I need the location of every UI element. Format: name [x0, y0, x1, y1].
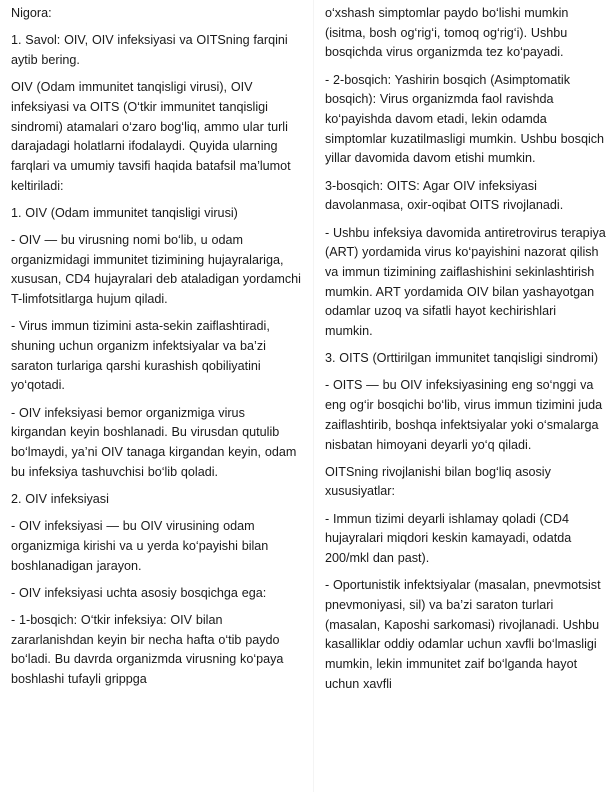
intro-paragraph: OIV (Odam immunitet tanqisligi virusi), OIV infeksiyasi va OITS (O‘tkir immunitet tanqisligi sindromi) atamalari o‘zaro bog‘liq, ammo ular turli darajadagi holatlarni ifodalaydi. Quyida ularning farqlari va umumiy tavsifi haqida batafsil ma’lumot keltiriladi:	[11, 80, 291, 193]
left-column	[11, 4, 303, 697]
oits-definition-paragraph: - OITS — bu OIV infeksiyasining eng so‘nggi va eng og‘ir bosqichi bo‘lib, virus immun tizimini juda zaiflashtirib, boshqa infektsiyalar yoki o‘smalarga nisbatan himoyani deyarli yo‘q qiladi.	[325, 378, 603, 452]
oiv-infection-start-paragraph: - OIV infeksiyasi bemor organizmiga virus kirgandan keyin boshlanadi. Bu virusdan qutulib bo‘lmaydi, ya’ni OIV tanaga kirgandan keyin, odam bu infeksiya tashuvchisi bo‘lib qoladi.	[11, 405, 297, 479]
right-column	[325, 4, 607, 702]
infection-definition-paragraph: - OIV infeksiyasi — bu OIV virusining odam organizmiga kirishi va u yerda ko‘payishi bilan boshlanadigan jarayon.	[11, 519, 269, 573]
section-heading-oits: 3. OITS (Orttirilgan immunitet tanqisligi sindromi)	[325, 351, 599, 366]
stage-one-paragraph: - 1-bosqich: O‘tkir infeksiya: OIV bilan zararlanishdan keyin bir necha hafta o‘tib paydo bo‘ladi. Bu davrda organizmda virusning ko‘paya boshlashi tufayli grippga	[11, 612, 284, 687]
oiv-definition-paragraph: - OIV — bu virusning nomi bo‘lib, u odam organizmidagi immunitet tizimining hujayralariga, xususan, CD4 hujayralari deb ataladigan yordamchi T-limfotsitlarga hujum qiladi.	[11, 233, 301, 307]
infection-stages-paragraph: - OIV infeksiyasi uchta asosiy bosqichga ega:	[11, 585, 267, 600]
immune-failure-paragraph: - Immun tizimi deyarli ishlamay qoladi (CD4 hujayralari miqdori keskin kamayadi, odatda 200/mkl dan past).	[325, 511, 572, 566]
oiv-immune-paragraph: - Virus immun tizimini asta-sekin zaiflashtiradi, shuning uchun organizm infektsiyalar va ba’zi saraton turlariga qarshi kurashish qobiliyatini yo‘qotadi.	[11, 319, 270, 393]
stage-three-paragraph: 3-bosqich: OITS: Agar OIV infeksiyasi davolanmasa, oxir-oqibat OITS rivojlanadi.	[325, 178, 564, 213]
author-label: Nigora:	[11, 6, 52, 20]
stage-two-paragraph: - 2-bosqich: Yashirin bosqich (Asimptomatik bosqich): Virus organizmda faol ravishda ko‘payishda davom etadi, lekin odamda simptomlar kuzatilmasligi mumkin. Ushbu bosqich yillar davomida davom etishi mumkin.	[325, 72, 605, 166]
question-heading: 1. Savol: OIV, OIV infeksiyasi va OITSning farqini aytib bering.	[11, 33, 288, 67]
art-therapy-paragraph: - Ushbu infeksiya davomida antiretrovirus terapiya (ART) yordamida virus ko‘payishini nazorat qilish va immun tizimining zaiflashishini sekinlashtirish mumkin. ART yordamida OIV bilan yashayotgan odamlar uzoq va sifatli hayot kechirishlari mumkin.	[325, 225, 606, 339]
column-separator	[313, 0, 314, 792]
opportunistic-infections-paragraph: - Oportunistik infektsiyalar (masalan, pnevmotsist pnevmoniyasi, sil) va ba’zi saraton turlari (masalan, Kaposhi sarkomasi) rivojlanadi. Ushbu kasalliklar oddiy odamlar uchun xavfli bo‘lmasligi mumkin, lekin immunitet zaif bo‘lganda hayot uchun xavfli	[325, 578, 601, 691]
section-heading-infection: 2. OIV infeksiyasi	[11, 491, 109, 506]
section-heading-oiv: 1. OIV (Odam immunitet tanqisligi virusi)	[11, 205, 238, 220]
oits-features-heading: OITSning rivojlanishi bilan bog‘liq asosiy xususiyatlar:	[325, 464, 551, 499]
stage-one-continued-paragraph: o‘xshash simptomlar paydo bo‘lishi mumkin (isitma, bosh og‘rig‘i, tomoq og‘rig‘i). Ushbu bosqichda virus organizmda tez ko‘payadi.	[325, 6, 569, 60]
